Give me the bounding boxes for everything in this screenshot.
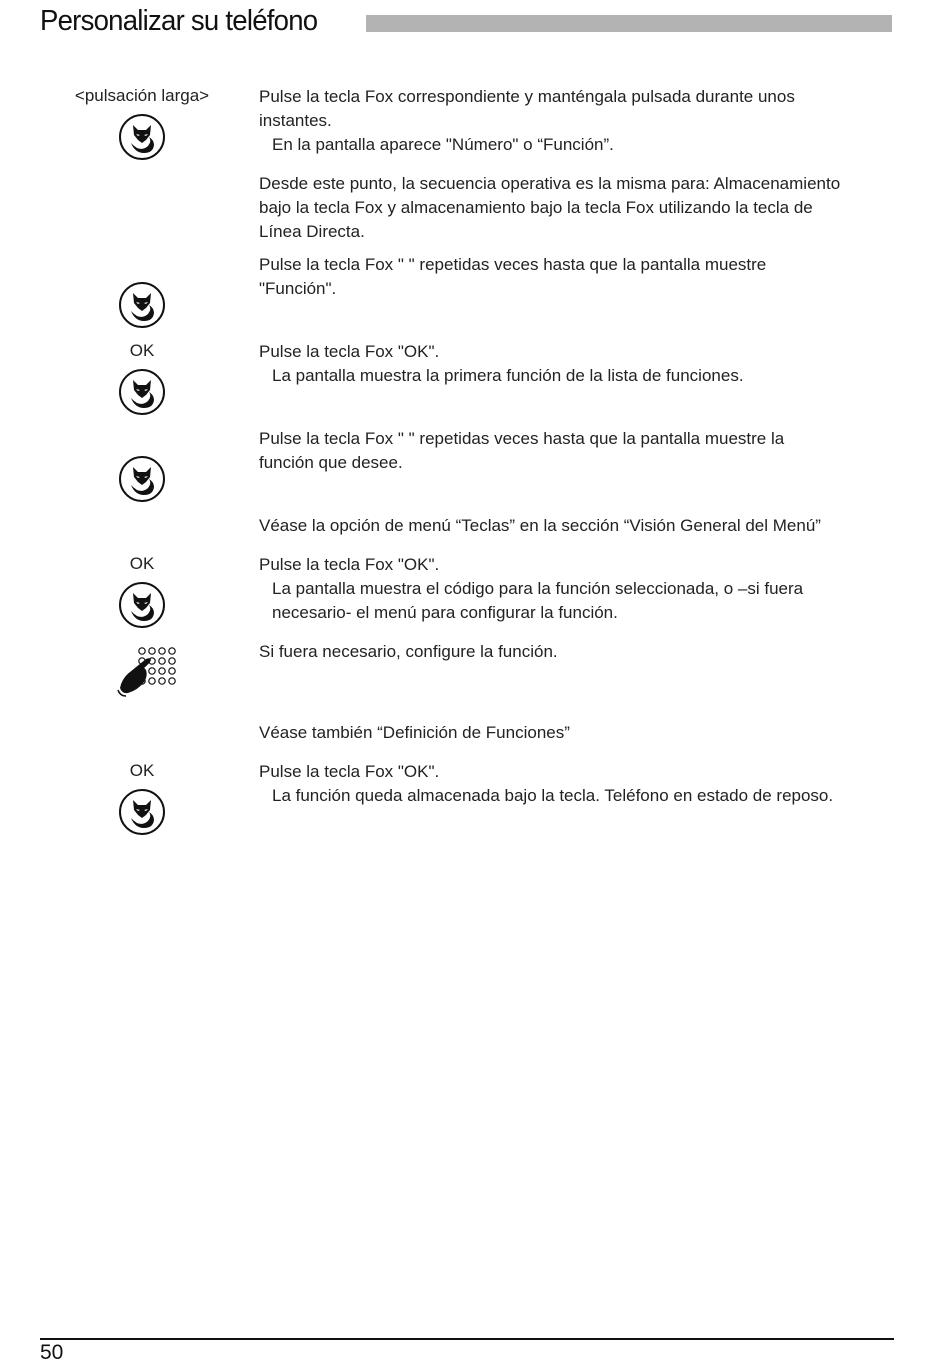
text-line: instantes. xyxy=(259,111,332,130)
text-line-indented: necesario- el menú para configurar la función. xyxy=(272,603,618,622)
page-number: 50 xyxy=(40,1341,64,1364)
step-text xyxy=(259,721,899,745)
page-title: Personalizar su teléfono xyxy=(40,5,318,37)
step-text xyxy=(259,172,899,244)
step-text xyxy=(259,553,899,625)
step-text xyxy=(259,340,899,388)
text-line: bajo la tecla Fox y almacenamiento bajo la tecla Fox utilizando la tecla de xyxy=(259,198,813,217)
text-line-indented: La pantalla muestra el código para la función seleccionada, o –si fuera xyxy=(272,579,804,598)
text-line: Línea Directa. xyxy=(259,222,365,241)
step-text xyxy=(259,640,899,664)
fox-key-icon xyxy=(118,581,166,629)
text-line: Pulse la tecla Fox "OK". xyxy=(259,555,440,574)
fox-key-icon xyxy=(118,788,166,836)
text-line: Pulse la tecla Fox " " repetidas veces hasta que la pantalla muestre la xyxy=(259,429,785,448)
footer-rule xyxy=(40,1338,894,1340)
text-line: Pulse la tecla Fox " " repetidas veces hasta que la pantalla muestre xyxy=(259,255,767,274)
text-line: Si fuera necesario, configure la función. xyxy=(259,642,558,661)
fox-key-icon xyxy=(118,113,166,161)
step-label-ok: OK xyxy=(129,341,155,360)
text-line-indented: La función queda almacenada bajo la tecla. Teléfono en estado de reposo. xyxy=(272,786,834,805)
text-line-indented: En la pantalla aparece "Número" o “Función”. xyxy=(272,135,614,154)
page-header xyxy=(40,2,892,42)
keypad-hand-icon xyxy=(116,644,182,700)
fox-key-icon xyxy=(118,281,166,329)
fox-key-icon xyxy=(118,455,166,503)
text-line: función que desee. xyxy=(259,453,403,472)
step-label-long-press: <pulsación larga> xyxy=(74,86,210,105)
text-line: Pulse la tecla Fox "OK". xyxy=(259,762,440,781)
step-text xyxy=(259,427,899,475)
text-line: Pulse la tecla Fox "OK". xyxy=(259,342,440,361)
step-text xyxy=(259,514,899,538)
text-line: Pulse la tecla Fox correspondiente y manténgala pulsada durante unos xyxy=(259,87,795,106)
step-label-ok: OK xyxy=(129,761,155,780)
title-decorative-bar xyxy=(366,15,892,32)
text-line-indented: La pantalla muestra la primera función de la lista de funciones. xyxy=(272,366,744,385)
step-text xyxy=(259,85,899,157)
step-text xyxy=(259,253,899,301)
text-line: Véase también “Definición de Funciones” xyxy=(259,723,570,742)
text-line: "Función". xyxy=(259,279,337,298)
fox-key-icon xyxy=(118,368,166,416)
text-line: Desde este punto, la secuencia operativa es la misma para: Almacenamiento xyxy=(259,174,841,193)
step-text xyxy=(259,760,899,808)
step-label-ok: OK xyxy=(129,554,155,573)
text-line: Véase la opción de menú “Teclas” en la sección “Visión General del Menú” xyxy=(259,516,821,535)
